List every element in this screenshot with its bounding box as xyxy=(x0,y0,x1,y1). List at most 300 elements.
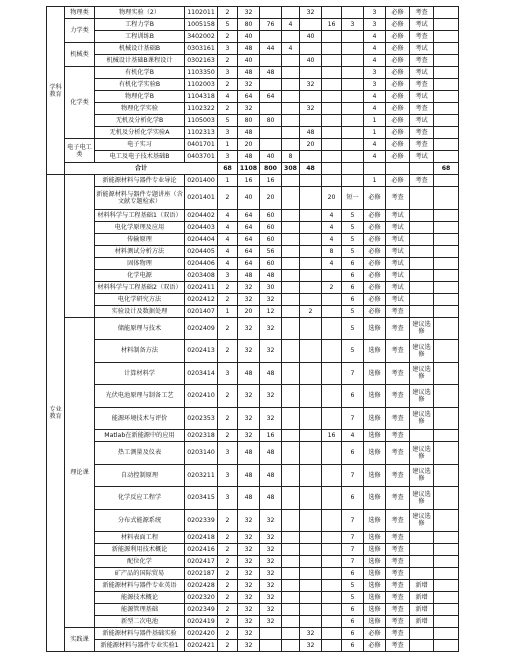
course-cell xyxy=(282,580,300,592)
course-cell: 2 xyxy=(218,616,238,628)
course-name: 固体物理 xyxy=(95,257,185,269)
course-cell: 3 xyxy=(218,43,238,55)
course-cell: 0202349 xyxy=(185,604,218,616)
course-cell: 44 xyxy=(260,43,282,55)
course-cell: 6 xyxy=(342,616,364,628)
course-cell xyxy=(322,67,342,79)
course-cell: 20 xyxy=(238,305,260,317)
course-cell xyxy=(434,568,459,580)
course-cell: 2 xyxy=(218,592,238,604)
course-cell: 新增 xyxy=(410,580,434,592)
course-cell xyxy=(322,509,342,532)
course-cell xyxy=(282,604,300,616)
course-cell: 选修 xyxy=(364,317,386,340)
course-cell: 12 xyxy=(260,305,282,317)
course-cell: 建议选修 xyxy=(410,464,434,487)
course-cell xyxy=(342,7,364,19)
course-cell: 必修 xyxy=(386,139,410,151)
course-name: 机械设计基础B课程设计 xyxy=(95,55,185,67)
course-cell xyxy=(322,127,342,139)
course-cell xyxy=(322,628,342,640)
course-cell: 5 xyxy=(342,580,364,592)
course-cell: 必修 xyxy=(386,43,410,55)
course-cell: 48 xyxy=(238,43,260,55)
course-name: 计算材料学 xyxy=(95,362,185,385)
course-cell: 5 xyxy=(342,233,364,245)
course-cell: 32 xyxy=(238,640,260,652)
course-cell xyxy=(342,67,364,79)
course-cell: 必修 xyxy=(386,79,410,91)
course-cell xyxy=(282,568,300,580)
course-cell: 考试 xyxy=(410,151,434,163)
course-cell: 6 xyxy=(342,385,364,408)
course-cell: 0203414 xyxy=(185,362,218,385)
course-cell: 考试 xyxy=(386,209,410,221)
course-cell: 2 xyxy=(218,103,238,115)
course-cell: 0403701 xyxy=(185,151,218,163)
course-cell xyxy=(410,233,434,245)
course-name: 材料测试分析方法 xyxy=(95,245,185,257)
course-cell xyxy=(282,175,300,187)
course-cell xyxy=(300,209,322,221)
course-cell xyxy=(322,91,342,103)
course-cell: 2 xyxy=(218,340,238,363)
course-cell: 0202318 xyxy=(185,430,218,442)
course-cell xyxy=(260,628,282,640)
course-cell: 6 xyxy=(342,257,364,269)
course-cell: 6 xyxy=(342,269,364,281)
table-row xyxy=(47,407,459,430)
course-cell xyxy=(282,79,300,91)
course-cell xyxy=(300,67,322,79)
course-cell: 新增 xyxy=(410,616,434,628)
course-cell xyxy=(410,568,434,580)
course-cell xyxy=(434,340,459,363)
table-row xyxy=(47,139,459,151)
course-cell: 必修 xyxy=(364,640,386,652)
course-cell xyxy=(300,233,322,245)
course-cell: 32 xyxy=(260,556,282,568)
course-cell xyxy=(322,151,342,163)
section-label: 专业教育 xyxy=(47,175,65,652)
course-cell: 16 xyxy=(260,175,282,187)
table-row xyxy=(47,616,459,628)
course-cell: 7 xyxy=(342,407,364,430)
course-cell: 4 xyxy=(364,103,386,115)
course-cell: 5 xyxy=(218,19,238,31)
course-name: 分布式能源系统 xyxy=(95,509,185,532)
course-cell: 0204403 xyxy=(185,221,218,233)
course-cell: 3 xyxy=(218,362,238,385)
course-cell: 2 xyxy=(300,305,322,317)
course-name: 有机化学B xyxy=(95,67,185,79)
table-row xyxy=(47,103,459,115)
course-cell: 32 xyxy=(238,556,260,568)
note-cell xyxy=(434,127,459,139)
course-cell: 4 xyxy=(322,209,342,221)
course-cell: 考查 xyxy=(386,592,410,604)
course-cell xyxy=(282,31,300,43)
group-label: 化学类 xyxy=(65,67,95,139)
course-cell: 80 xyxy=(238,115,260,127)
course-cell xyxy=(342,175,364,187)
note-cell xyxy=(434,31,459,43)
course-name: 工程训练B xyxy=(95,31,185,43)
course-cell xyxy=(434,187,459,210)
course-name: 能源技术概论 xyxy=(95,592,185,604)
course-cell: 0202412 xyxy=(185,293,218,305)
course-cell: 考查 xyxy=(410,7,434,19)
course-cell xyxy=(282,269,300,281)
course-cell xyxy=(300,175,322,187)
course-cell xyxy=(322,532,342,544)
course-cell: 4 xyxy=(342,430,364,442)
course-cell: 5 xyxy=(342,305,364,317)
table-row xyxy=(47,257,459,269)
course-cell xyxy=(282,305,300,317)
course-cell: 3 xyxy=(364,19,386,31)
course-name: 无机及分析化学B xyxy=(95,115,185,127)
course-name: 新能源材料与器件基础实验 xyxy=(95,628,185,640)
course-cell: 6 xyxy=(342,281,364,293)
course-cell: 1102003 xyxy=(185,79,218,91)
course-cell: 64 xyxy=(238,245,260,257)
course-cell xyxy=(300,407,322,430)
course-cell xyxy=(322,103,342,115)
course-cell: 0204405 xyxy=(185,245,218,257)
course-cell: 必修 xyxy=(386,19,410,31)
course-cell: 6 xyxy=(342,442,364,465)
course-cell: 短一 xyxy=(342,187,364,210)
course-name: 化学电源 xyxy=(95,269,185,281)
course-cell xyxy=(342,151,364,163)
course-cell xyxy=(322,115,342,127)
course-cell: 考查 xyxy=(386,532,410,544)
course-cell xyxy=(410,293,434,305)
course-cell: 1 xyxy=(218,139,238,151)
course-cell: 32 xyxy=(238,7,260,19)
course-cell xyxy=(342,127,364,139)
course-cell: 4 xyxy=(364,139,386,151)
course-cell: 必修 xyxy=(386,31,410,43)
course-cell xyxy=(282,592,300,604)
course-cell xyxy=(410,430,434,442)
course-cell: 3 xyxy=(364,7,386,19)
course-cell: 40 xyxy=(300,31,322,43)
course-cell xyxy=(300,115,322,127)
course-cell: 考试 xyxy=(386,269,410,281)
course-name: 材料制备方法 xyxy=(95,340,185,363)
table-row xyxy=(47,245,459,257)
course-cell: 32 xyxy=(300,103,322,115)
course-cell: 选修 xyxy=(364,544,386,556)
course-name: 材料表面工程 xyxy=(95,532,185,544)
course-cell: 3 xyxy=(364,67,386,79)
course-cell xyxy=(322,580,342,592)
course-cell: 2 xyxy=(218,385,238,408)
course-cell: 考查 xyxy=(410,103,434,115)
course-cell xyxy=(300,257,322,269)
course-cell: 20 xyxy=(322,187,342,210)
course-cell xyxy=(300,556,322,568)
course-cell: 3 xyxy=(218,151,238,163)
course-cell: 2 xyxy=(218,430,238,442)
course-cell xyxy=(410,209,434,221)
course-cell: 3 xyxy=(342,19,364,31)
course-cell: 0202428 xyxy=(185,580,218,592)
group-label: 电子电工类 xyxy=(65,139,95,163)
course-cell xyxy=(322,407,342,430)
course-cell xyxy=(282,187,300,210)
table-row xyxy=(47,592,459,604)
course-cell: 5 xyxy=(342,209,364,221)
table-row xyxy=(47,509,459,532)
course-cell xyxy=(300,487,322,510)
course-cell: 32 xyxy=(238,385,260,408)
course-cell: 5 xyxy=(342,592,364,604)
course-cell xyxy=(282,544,300,556)
course-cell: 3 xyxy=(218,464,238,487)
course-cell xyxy=(282,385,300,408)
course-cell xyxy=(300,43,322,55)
table-row xyxy=(47,7,459,19)
course-cell: 32 xyxy=(260,407,282,430)
course-cell: 7 xyxy=(342,532,364,544)
course-cell: 6 xyxy=(342,604,364,616)
table-row xyxy=(47,175,459,187)
course-name: 矿产品的国际贸易 xyxy=(95,568,185,580)
course-cell: 考查 xyxy=(386,580,410,592)
table-row xyxy=(47,544,459,556)
course-cell: 2 xyxy=(218,568,238,580)
table-row xyxy=(47,221,459,233)
course-cell xyxy=(410,187,434,210)
table-row xyxy=(47,628,459,640)
course-cell xyxy=(260,7,282,19)
course-cell xyxy=(410,257,434,269)
course-cell xyxy=(282,67,300,79)
course-cell xyxy=(434,628,459,640)
course-cell: 40 xyxy=(260,151,282,163)
course-cell xyxy=(322,55,342,67)
section-label: 学科教育 xyxy=(47,7,65,175)
course-cell: 建议选修 xyxy=(410,487,434,510)
course-cell: 30 xyxy=(260,281,282,293)
course-cell: 考查 xyxy=(410,31,434,43)
course-cell: 考查 xyxy=(386,568,410,580)
course-cell xyxy=(260,640,282,652)
course-cell xyxy=(342,79,364,91)
course-cell: 64 xyxy=(238,221,260,233)
course-cell: 32 xyxy=(238,544,260,556)
course-cell: 2 xyxy=(218,317,238,340)
course-cell: 考查 xyxy=(410,139,434,151)
course-cell: 选修 xyxy=(364,532,386,544)
table-row xyxy=(47,385,459,408)
course-cell xyxy=(282,139,300,151)
course-cell: 考查 xyxy=(410,175,434,187)
course-cell: 4 xyxy=(282,43,300,55)
course-name: 机械设计基础B xyxy=(95,43,185,55)
course-cell: 2 xyxy=(218,31,238,43)
table-row xyxy=(47,604,459,616)
course-cell xyxy=(434,245,459,257)
course-cell xyxy=(322,317,342,340)
course-cell: 64 xyxy=(238,257,260,269)
table-row xyxy=(47,19,459,31)
table-row xyxy=(47,362,459,385)
course-cell: 8 xyxy=(282,151,300,163)
course-cell xyxy=(282,556,300,568)
course-cell: 必修 xyxy=(364,209,386,221)
course-cell: 7 xyxy=(342,556,364,568)
course-cell xyxy=(282,616,300,628)
course-cell: 0302163 xyxy=(185,55,218,67)
course-cell: 48 xyxy=(238,127,260,139)
course-cell: 32 xyxy=(238,407,260,430)
course-cell xyxy=(300,151,322,163)
course-cell: 32 xyxy=(238,293,260,305)
course-cell: 32 xyxy=(260,616,282,628)
group-label: 机械类 xyxy=(65,43,95,67)
course-cell: 3402002 xyxy=(185,31,218,43)
course-cell: 考查 xyxy=(386,604,410,616)
note-cell xyxy=(434,151,459,163)
course-cell: 0201401 xyxy=(185,187,218,210)
course-cell: 选修 xyxy=(364,385,386,408)
course-cell: 2 xyxy=(218,79,238,91)
course-cell: 选修 xyxy=(364,340,386,363)
course-cell: 4 xyxy=(218,257,238,269)
course-cell xyxy=(410,221,434,233)
course-cell xyxy=(322,487,342,510)
table-row xyxy=(47,269,459,281)
course-cell xyxy=(282,115,300,127)
course-cell: 新增 xyxy=(410,592,434,604)
course-cell: 必修 xyxy=(386,91,410,103)
table-row xyxy=(47,209,459,221)
course-cell: 0202353 xyxy=(185,407,218,430)
course-cell: 2 xyxy=(218,580,238,592)
course-cell: 选修 xyxy=(364,568,386,580)
course-cell: 32 xyxy=(238,509,260,532)
course-cell xyxy=(342,91,364,103)
course-cell: 选修 xyxy=(364,616,386,628)
course-cell xyxy=(434,293,459,305)
course-name: 光伏电池原理与制备工艺 xyxy=(95,385,185,408)
course-cell xyxy=(282,257,300,269)
course-cell: 76 xyxy=(260,19,282,31)
course-cell: 48 xyxy=(260,269,282,281)
total-subtotal: 68 xyxy=(434,163,459,175)
course-cell xyxy=(300,340,322,363)
course-cell xyxy=(322,640,342,652)
course-cell: 考试 xyxy=(410,115,434,127)
course-cell: 必修 xyxy=(386,115,410,127)
course-cell: 3 xyxy=(218,442,238,465)
course-cell xyxy=(434,464,459,487)
table-row xyxy=(47,91,459,103)
course-cell xyxy=(282,640,300,652)
course-cell: 考查 xyxy=(386,317,410,340)
course-cell: 2 xyxy=(218,532,238,544)
course-cell: 48 xyxy=(238,487,260,510)
course-cell: 2 xyxy=(322,281,342,293)
course-cell: 建议选修 xyxy=(410,385,434,408)
course-cell: 2 xyxy=(218,293,238,305)
course-cell: 60 xyxy=(260,233,282,245)
course-cell: 考试 xyxy=(410,67,434,79)
course-cell xyxy=(434,281,459,293)
course-cell xyxy=(300,464,322,487)
course-cell: 8 xyxy=(322,245,342,257)
course-cell xyxy=(434,616,459,628)
course-cell xyxy=(434,209,459,221)
course-cell: 考查 xyxy=(386,187,410,210)
course-cell: 考查 xyxy=(410,127,434,139)
course-cell: 必修 xyxy=(364,257,386,269)
course-cell xyxy=(300,317,322,340)
course-cell: 20 xyxy=(238,139,260,151)
table-row xyxy=(47,568,459,580)
course-cell: 0201400 xyxy=(185,175,218,187)
course-cell: 32 xyxy=(238,616,260,628)
note-cell xyxy=(434,7,459,19)
course-name: 有机化学实验B xyxy=(95,79,185,91)
course-cell: 1105003 xyxy=(185,115,218,127)
course-cell xyxy=(410,556,434,568)
course-cell: 0401701 xyxy=(185,139,218,151)
course-cell: 32 xyxy=(238,628,260,640)
table-row xyxy=(47,340,459,363)
course-cell: 考查 xyxy=(386,340,410,363)
table-row xyxy=(47,580,459,592)
course-cell: 3 xyxy=(218,67,238,79)
course-cell: 32 xyxy=(300,640,322,652)
course-cell: 48 xyxy=(238,362,260,385)
table-row xyxy=(47,79,459,91)
course-cell: 0202421 xyxy=(185,640,218,652)
course-cell xyxy=(282,532,300,544)
course-cell: 2 xyxy=(218,628,238,640)
note-cell xyxy=(434,103,459,115)
course-cell xyxy=(300,281,322,293)
course-cell: 0202417 xyxy=(185,556,218,568)
course-cell: 考试 xyxy=(386,281,410,293)
table-row xyxy=(47,127,459,139)
course-cell xyxy=(434,175,459,187)
course-cell: 选修 xyxy=(364,509,386,532)
group-label xyxy=(65,175,95,318)
course-cell: 考查 xyxy=(386,487,410,510)
course-cell xyxy=(410,269,434,281)
course-cell: 5 xyxy=(342,221,364,233)
course-cell xyxy=(434,580,459,592)
course-cell xyxy=(260,55,282,67)
course-cell xyxy=(434,532,459,544)
course-cell: 4 xyxy=(218,209,238,221)
course-cell: 32 xyxy=(300,7,322,19)
course-cell: 4 xyxy=(218,245,238,257)
table-row xyxy=(47,293,459,305)
course-cell: 考查 xyxy=(410,55,434,67)
course-cell: 2 xyxy=(218,556,238,568)
table-row xyxy=(47,31,459,43)
course-name: 传输原理 xyxy=(95,233,185,245)
course-cell xyxy=(282,281,300,293)
course-cell: 1 xyxy=(364,115,386,127)
course-cell: 1 xyxy=(364,175,386,187)
